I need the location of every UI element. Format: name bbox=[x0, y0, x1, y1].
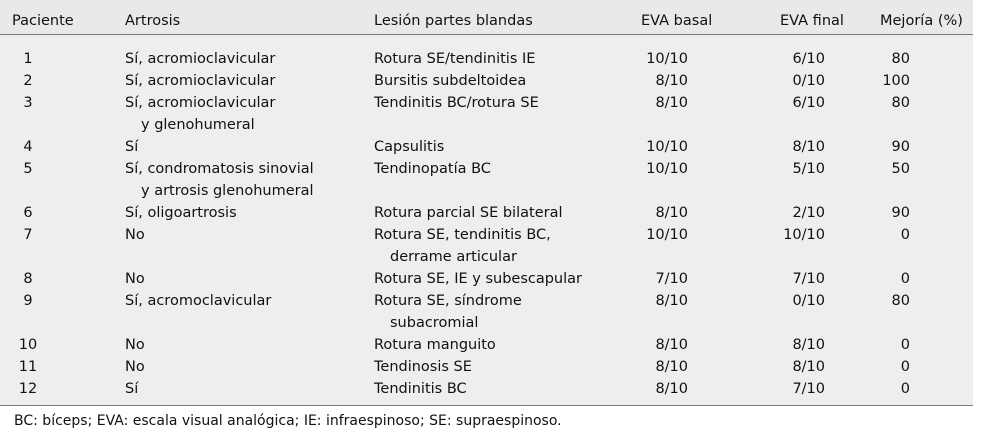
cell-eva-final: 2/10 bbox=[792, 205, 825, 221]
cell-lesion bbox=[374, 48, 535, 70]
cell-mejoria: 80 bbox=[891, 293, 910, 309]
cell-lesion bbox=[374, 92, 539, 114]
cell-paciente: 10 bbox=[18, 337, 38, 353]
cell-artrosis-line: Sí, oligoartrosis bbox=[125, 205, 237, 221]
cell-paciente: 2 bbox=[23, 73, 33, 89]
cell-eva-basal: 7/10 bbox=[655, 271, 688, 287]
cell-lesion bbox=[374, 334, 496, 356]
cell-paciente: 6 bbox=[23, 205, 33, 221]
cell-eva-basal: 8/10 bbox=[655, 337, 688, 353]
cell-lesion-line: Rotura manguito bbox=[374, 337, 496, 353]
cell-eva-final: 0/10 bbox=[792, 293, 825, 309]
cell-lesion bbox=[374, 158, 491, 180]
cell-eva-final: 6/10 bbox=[792, 51, 825, 67]
cell-mejoria: 0 bbox=[900, 359, 910, 375]
table-body bbox=[0, 35, 973, 406]
cell-artrosis-line: Sí bbox=[125, 139, 139, 155]
cell-lesion-line: subacromial bbox=[390, 315, 479, 331]
cell-eva-basal: 10/10 bbox=[646, 139, 688, 155]
cell-lesion bbox=[374, 70, 526, 92]
cell-eva-basal: 10/10 bbox=[646, 161, 688, 177]
cell-artrosis-line: No bbox=[125, 271, 145, 287]
cell-lesion-line: Tendinitis BC/rotura SE bbox=[374, 95, 539, 111]
header-eva-basal: EVA basal bbox=[641, 13, 713, 29]
table-header bbox=[0, 0, 973, 35]
cell-eva-final: 8/10 bbox=[792, 359, 825, 375]
cell-paciente: 4 bbox=[23, 139, 33, 155]
cell-artrosis-line: Sí, acromioclavicular bbox=[125, 95, 276, 111]
cell-artrosis-line: Sí, condromatosis sinovial bbox=[125, 161, 314, 177]
cell-lesion-line: Tendinopatía BC bbox=[374, 161, 491, 177]
cell-lesion-line: Rotura SE/tendinitis IE bbox=[374, 51, 536, 67]
cell-paciente: 1 bbox=[23, 51, 33, 67]
cell-eva-basal: 10/10 bbox=[646, 51, 688, 67]
cell-lesion-line: Capsulitis bbox=[374, 139, 445, 155]
cell-eva-basal: 8/10 bbox=[655, 95, 688, 111]
cell-mejoria: 0 bbox=[900, 381, 910, 397]
cell-paciente: 9 bbox=[23, 293, 33, 309]
cell-mejoria: 50 bbox=[891, 161, 910, 177]
cell-paciente: 8 bbox=[23, 271, 33, 287]
cell-lesion bbox=[374, 136, 444, 158]
cell-eva-final: 7/10 bbox=[792, 381, 825, 397]
cell-eva-basal: 8/10 bbox=[655, 293, 688, 309]
cell-artrosis bbox=[125, 290, 271, 312]
table-footnote: BC: bíceps; EVA: escala visual analógica; IE: infraespinoso; SE: supraespinoso. bbox=[14, 413, 562, 429]
cell-artrosis bbox=[125, 202, 237, 224]
cell-lesion-line: Rotura SE, síndrome bbox=[374, 293, 522, 309]
cell-artrosis bbox=[125, 268, 145, 290]
cell-artrosis-line: No bbox=[125, 337, 145, 353]
cell-eva-final: 8/10 bbox=[792, 139, 825, 155]
cell-lesion-line: Bursitis subdeltoidea bbox=[374, 73, 527, 89]
cell-eva-basal: 8/10 bbox=[655, 359, 688, 375]
cell-artrosis-line: Sí, acromioclavicular bbox=[125, 51, 276, 67]
cell-lesion bbox=[374, 224, 551, 268]
cell-eva-basal: 8/10 bbox=[655, 205, 688, 221]
header-paciente: Paciente bbox=[12, 13, 74, 29]
cell-artrosis-line: No bbox=[125, 227, 145, 243]
cell-eva-basal: 8/10 bbox=[655, 73, 688, 89]
cell-artrosis-line: y artrosis glenohumeral bbox=[141, 183, 314, 199]
cell-lesion-line: Rotura parcial SE bilateral bbox=[374, 205, 563, 221]
cell-artrosis bbox=[125, 356, 145, 378]
cell-eva-final: 5/10 bbox=[792, 161, 825, 177]
cell-eva-final: 8/10 bbox=[792, 337, 825, 353]
cell-mejoria: 90 bbox=[891, 139, 910, 155]
cell-eva-final: 0/10 bbox=[792, 73, 825, 89]
cell-artrosis-line: Sí bbox=[125, 381, 139, 397]
cell-mejoria: 80 bbox=[891, 95, 910, 111]
cell-mejoria: 0 bbox=[900, 271, 910, 287]
cell-artrosis bbox=[125, 70, 275, 92]
cell-mejoria: 0 bbox=[900, 337, 910, 353]
header-eva-final: EVA final bbox=[780, 13, 844, 29]
header-artrosis: Artrosis bbox=[125, 13, 181, 29]
cell-lesion-line: Tendinitis BC bbox=[374, 381, 467, 397]
cell-mejoria: 0 bbox=[900, 227, 910, 243]
cell-artrosis-line: Sí, acromoclavicular bbox=[125, 293, 272, 309]
cell-paciente: 7 bbox=[23, 227, 33, 243]
cell-artrosis-line: y glenohumeral bbox=[141, 117, 255, 133]
cell-lesion-line: derrame articular bbox=[390, 249, 517, 265]
cell-lesion-line: Rotura SE, tendinitis BC, bbox=[374, 227, 551, 243]
cell-artrosis bbox=[125, 224, 145, 246]
cell-artrosis bbox=[125, 158, 314, 202]
header-mejoria: Mejoría (%) bbox=[880, 13, 963, 29]
cell-lesion-line: Rotura SE, IE y subescapular bbox=[374, 271, 582, 287]
cell-mejoria: 80 bbox=[891, 51, 910, 67]
cell-paciente: 11 bbox=[18, 359, 38, 375]
cell-eva-basal: 10/10 bbox=[646, 227, 688, 243]
cell-artrosis bbox=[125, 48, 275, 70]
cell-artrosis-line: Sí, acromioclavicular bbox=[125, 73, 276, 89]
cell-artrosis bbox=[125, 92, 275, 136]
cell-eva-basal: 8/10 bbox=[655, 381, 688, 397]
cell-mejoria: 90 bbox=[891, 205, 910, 221]
cell-mejoria: 100 bbox=[882, 73, 910, 89]
cell-lesion bbox=[374, 202, 563, 224]
cell-eva-final: 7/10 bbox=[792, 271, 825, 287]
cell-paciente: 3 bbox=[23, 95, 33, 111]
cell-paciente: 12 bbox=[18, 381, 38, 397]
cell-lesion bbox=[374, 378, 467, 400]
cell-lesion bbox=[374, 356, 472, 378]
cell-artrosis-line: No bbox=[125, 359, 145, 375]
cell-eva-final: 10/10 bbox=[783, 227, 825, 243]
cell-eva-final: 6/10 bbox=[792, 95, 825, 111]
header-lesion: Lesión partes blandas bbox=[374, 13, 533, 29]
cell-lesion bbox=[374, 290, 522, 334]
cell-artrosis bbox=[125, 136, 138, 158]
cell-artrosis bbox=[125, 334, 145, 356]
cell-lesion bbox=[374, 268, 582, 290]
cell-artrosis bbox=[125, 378, 138, 400]
cell-lesion-line: Tendinosis SE bbox=[374, 359, 472, 375]
cell-paciente: 5 bbox=[23, 161, 33, 177]
